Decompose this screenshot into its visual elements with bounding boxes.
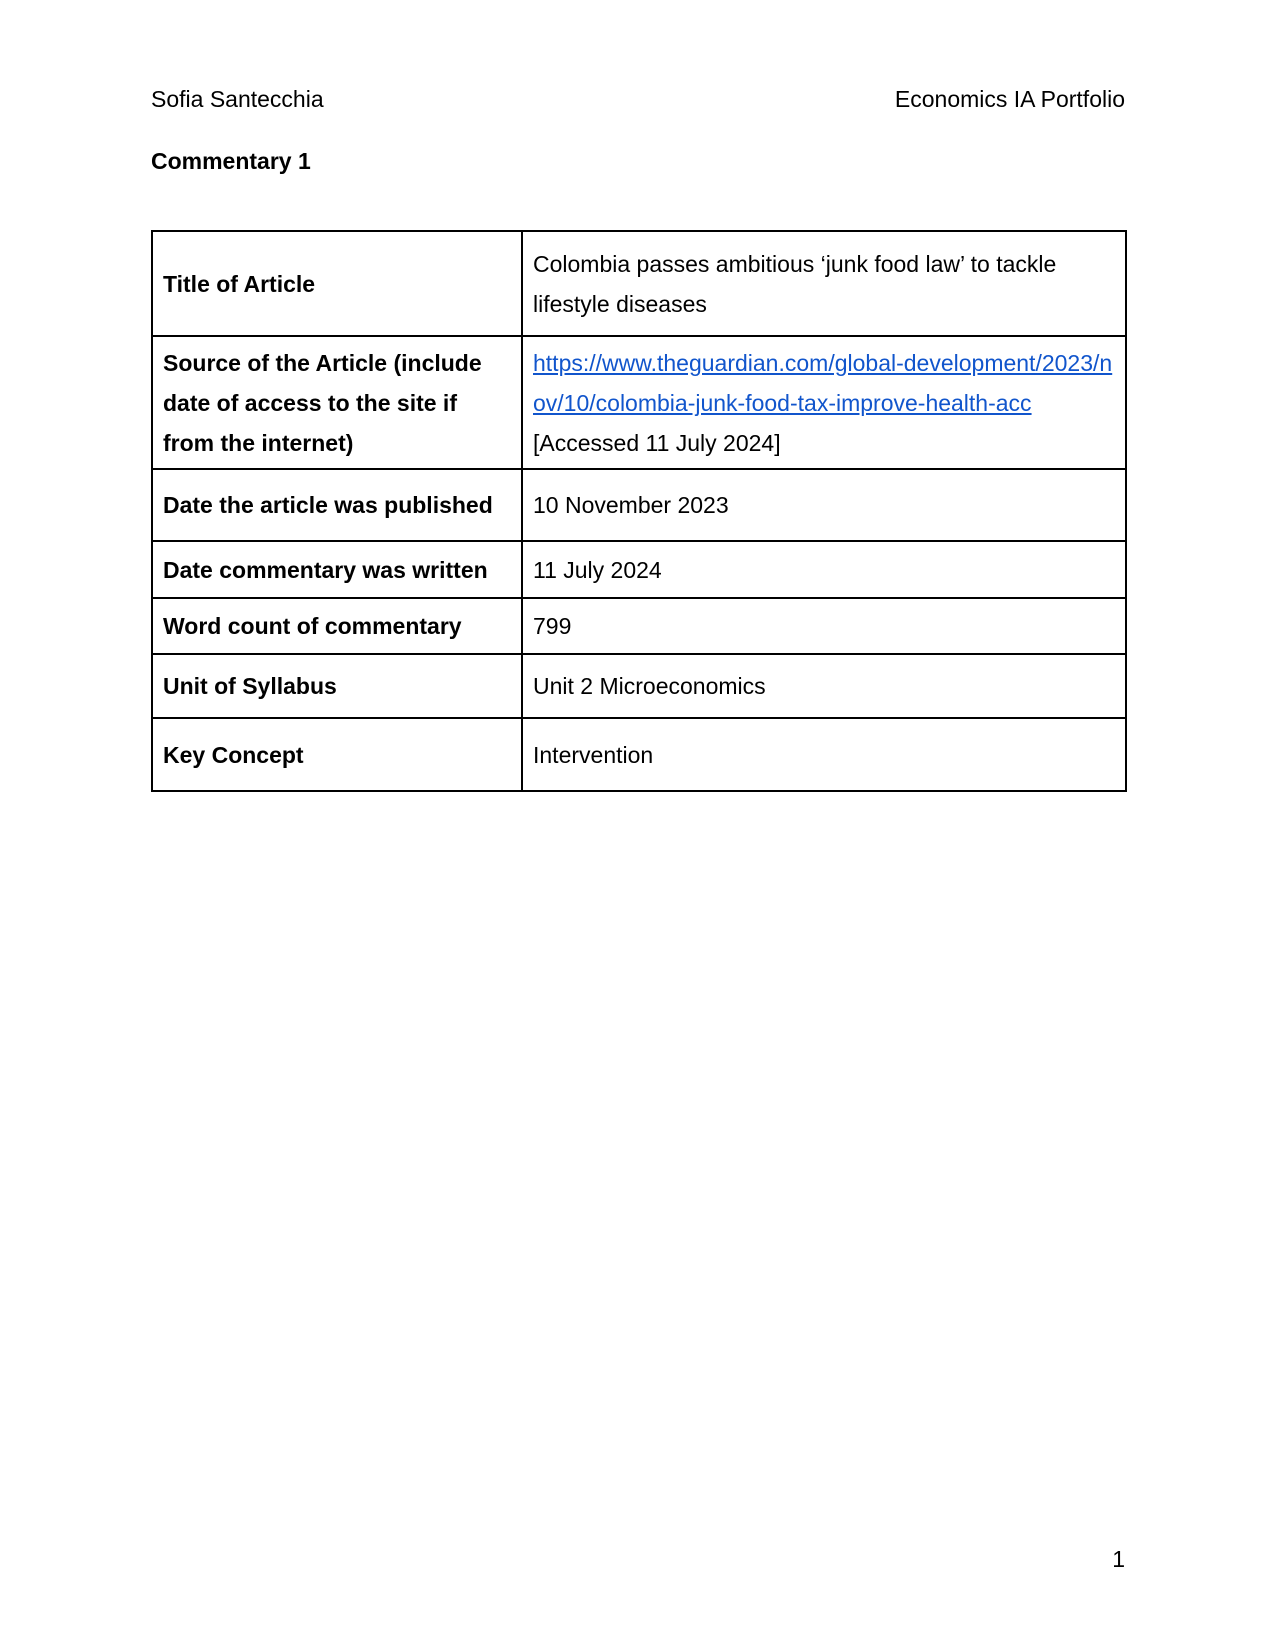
- page-number: 1: [1112, 1546, 1125, 1572]
- row-label-word-count: Word count of commentary: [152, 598, 522, 654]
- table-row-source: [152, 336, 1126, 469]
- row-value-word-count: 799: [522, 598, 1126, 654]
- row-label-unit-of-syllabus: Unit of Syllabus: [152, 654, 522, 718]
- row-label-source: Source of the Article (include date of access to the site if from the internet): [152, 336, 522, 469]
- article-source-link-line-1[interactable]: https://www.theguardian.com/global-development/2023/n: [533, 349, 1113, 376]
- header-author-name: Sofia Santecchia: [151, 86, 324, 112]
- table-row-key-concept: [152, 718, 1126, 791]
- row-value-key-concept: Intervention: [522, 718, 1126, 791]
- row-value-unit-of-syllabus: Unit 2 Microeconomics: [522, 654, 1126, 718]
- accessed-date: [Accessed 11 July 2024]: [533, 429, 781, 456]
- row-label-key-concept: Key Concept: [152, 718, 522, 791]
- article-source-link-line-2[interactable]: ov/10/colombia-junk-food-tax-improve-health-acc: [533, 389, 1032, 416]
- row-label-title-of-article: Title of Article: [152, 231, 522, 336]
- table-row-date-published: [152, 469, 1126, 541]
- row-label-date-written: Date commentary was written: [152, 541, 522, 598]
- table-row-title: [152, 231, 1126, 336]
- row-label-date-published: Date the article was published: [152, 469, 522, 541]
- row-value-date-published: 10 November 2023: [522, 469, 1126, 541]
- row-value-source: [522, 336, 1126, 469]
- table-row-word-count: [152, 598, 1126, 654]
- row-value-article-title: Colombia passes ambitious ‘junk food law’ to tackle lifestyle diseases: [522, 231, 1126, 336]
- page-header: [151, 85, 1125, 113]
- table-row-unit: [152, 654, 1126, 718]
- article-info-table: [151, 230, 1127, 792]
- header-document-title: Economics IA Portfolio: [894, 86, 1125, 112]
- row-value-date-written: 11 July 2024: [522, 541, 1126, 598]
- section-title: Commentary 1: [151, 148, 311, 174]
- table-row-date-written: [152, 541, 1126, 598]
